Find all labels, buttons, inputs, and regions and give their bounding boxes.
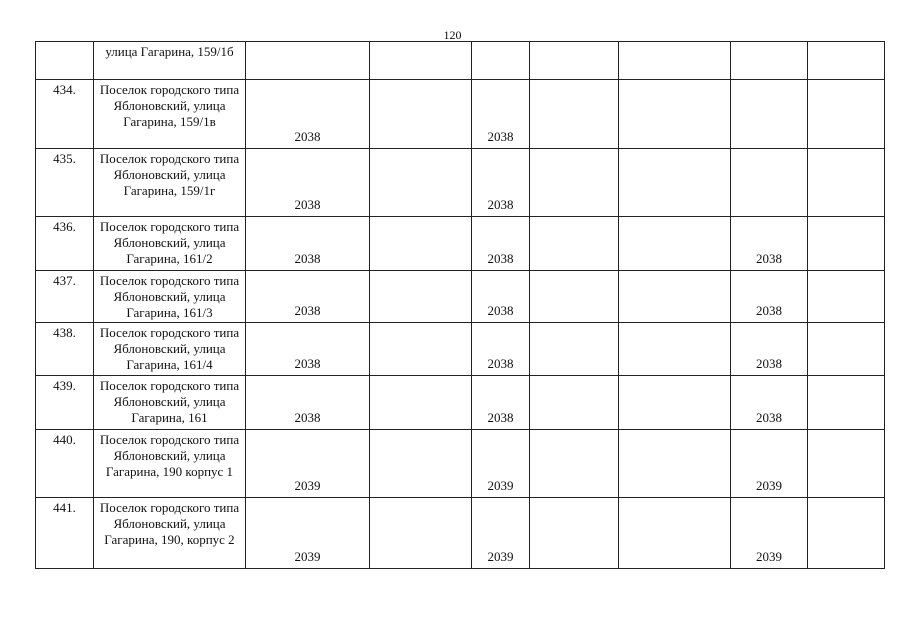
year-cell: 2038 [246,271,370,323]
row-number: 435. [36,149,94,217]
year-cell [731,80,808,149]
year-cell: 2038 [472,271,530,323]
table-row [36,376,885,430]
year-cell [731,149,808,217]
year-cell: 2038 [246,376,370,430]
year-cell [619,323,731,376]
year-cell [619,430,731,498]
year-cell [808,149,885,217]
year-cell [619,149,731,217]
year-cell [370,498,472,569]
table-row [36,430,885,498]
year-cell: 2039 [246,498,370,569]
table-row [36,80,885,149]
year-cell [808,80,885,149]
year-cell [246,42,370,80]
year-cell [619,42,731,80]
year-cell [808,323,885,376]
year-cell [808,430,885,498]
year-cell [370,323,472,376]
row-number: 434. [36,80,94,149]
year-cell: 2038 [246,323,370,376]
year-cell: 2039 [472,498,530,569]
year-cell: 2038 [246,80,370,149]
address-cell: Поселок городского типа Яблоновский, улица Гагарина, 190 корпус 1 [94,430,246,498]
year-cell [731,42,808,80]
year-cell: 2039 [731,430,808,498]
address-cell: Поселок городского типа Яблоновский, улица Гагарина, 159/1г [94,149,246,217]
year-cell [619,217,731,271]
year-cell: 2038 [472,80,530,149]
year-cell: 2039 [731,498,808,569]
year-cell: 2038 [472,323,530,376]
table-row [36,42,885,80]
year-cell: 2038 [472,217,530,271]
year-cell [530,80,619,149]
year-cell [808,42,885,80]
table-row [36,271,885,323]
year-cell [530,430,619,498]
year-cell: 2038 [731,271,808,323]
row-number: 437. [36,271,94,323]
year-cell: 2038 [472,149,530,217]
year-cell [530,498,619,569]
row-number: 439. [36,376,94,430]
year-cell: 2039 [246,430,370,498]
housing-register-table [35,41,885,569]
year-cell [370,430,472,498]
year-cell: 2038 [731,323,808,376]
row-number: 440. [36,430,94,498]
table-row [36,217,885,271]
address-cell: улица Гагарина, 159/1б [94,42,246,80]
year-cell [808,217,885,271]
address-cell: Поселок городского типа Яблоновский, улица Гагарина, 161/2 [94,217,246,271]
year-cell [370,42,472,80]
year-cell: 2038 [246,149,370,217]
year-cell: 2038 [731,376,808,430]
year-cell [619,376,731,430]
address-cell: Поселок городского типа Яблоновский, улица Гагарина, 190, корпус 2 [94,498,246,569]
year-cell [530,217,619,271]
year-cell: 2039 [472,430,530,498]
year-cell [808,271,885,323]
row-number: 436. [36,217,94,271]
row-number: 441. [36,498,94,569]
year-cell [370,149,472,217]
row-number: 438. [36,323,94,376]
page-number: 120 [443,28,462,42]
year-cell [530,323,619,376]
year-cell [472,42,530,80]
table-row [36,149,885,217]
address-cell: Поселок городского типа Яблоновский, улица Гагарина, 159/1в [94,80,246,149]
address-cell: Поселок городского типа Яблоновский, улица Гагарина, 161 [94,376,246,430]
year-cell [619,498,731,569]
year-cell: 2038 [472,376,530,430]
year-cell [530,376,619,430]
year-cell: 2038 [731,217,808,271]
table-row [36,498,885,569]
year-cell [370,80,472,149]
table-row [36,323,885,376]
address-cell: Поселок городского типа Яблоновский, улица Гагарина, 161/4 [94,323,246,376]
year-cell [619,271,731,323]
year-cell [530,42,619,80]
year-cell [370,376,472,430]
year-cell: 2038 [246,217,370,271]
year-cell [808,376,885,430]
year-cell [530,149,619,217]
year-cell [619,80,731,149]
year-cell [808,498,885,569]
row-number [36,42,94,80]
year-cell [370,217,472,271]
year-cell [530,271,619,323]
year-cell [370,271,472,323]
address-cell: Поселок городского типа Яблоновский, улица Гагарина, 161/3 [94,271,246,323]
